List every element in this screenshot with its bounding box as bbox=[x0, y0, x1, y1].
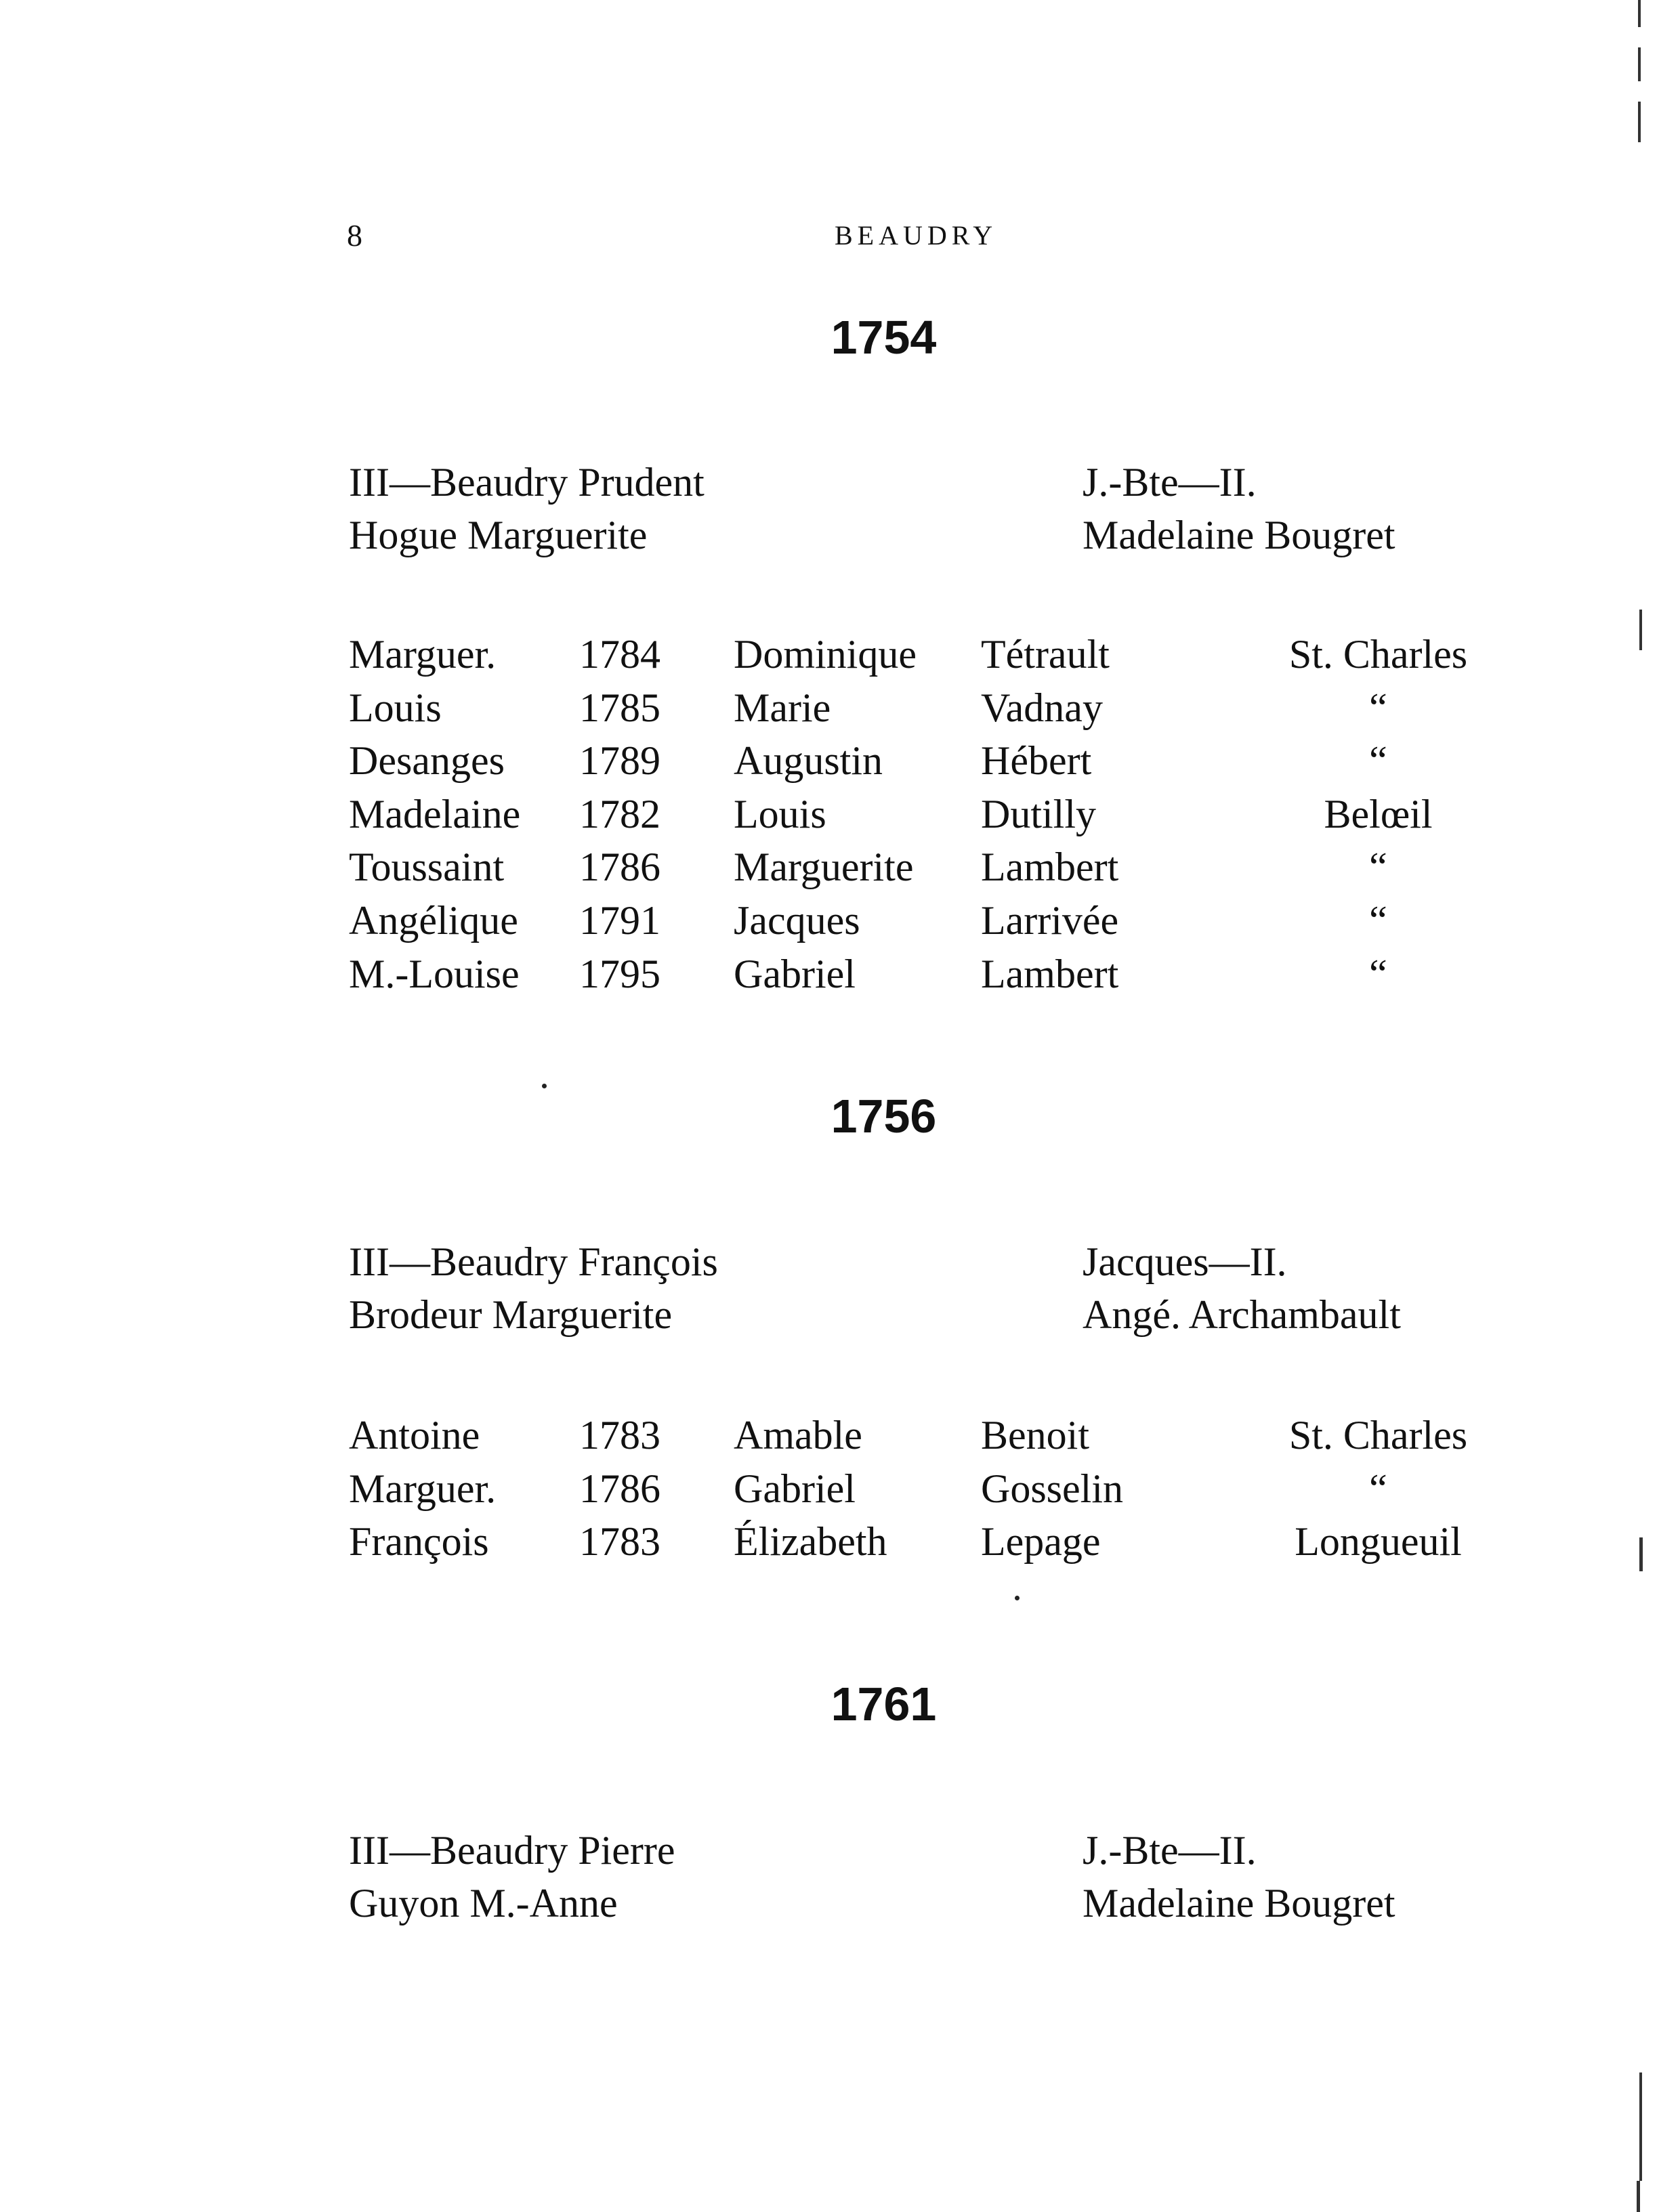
marriage-year: 1783 bbox=[579, 1413, 660, 1458]
marriage-year: 1789 bbox=[579, 738, 660, 784]
spouse-surname: Gosselin bbox=[981, 1466, 1123, 1511]
running-title: BEAUDRY bbox=[835, 220, 998, 251]
spouse-given-name: Marie bbox=[734, 685, 831, 730]
marriage-year: 1791 bbox=[579, 897, 660, 943]
children-table-1754 bbox=[0, 628, 1659, 1000]
child-name: Marguer. bbox=[349, 632, 497, 677]
year-heading-1754: 1754 bbox=[831, 311, 937, 364]
page-number: 8 bbox=[347, 218, 362, 253]
child-name: Marguer. bbox=[349, 1466, 497, 1511]
marriage-place: “ bbox=[1369, 738, 1387, 784]
spouse-surname: Benoit bbox=[981, 1413, 1089, 1458]
marriage-place: “ bbox=[1369, 845, 1387, 890]
marriage-year: 1783 bbox=[579, 1519, 660, 1565]
spouse-surname: Hébert bbox=[981, 738, 1092, 784]
marriage-place: St. Charles bbox=[1288, 1413, 1468, 1458]
child-row bbox=[0, 1409, 1659, 1462]
child-name: M.-Louise bbox=[349, 951, 520, 996]
spouse-given-name: Jacques bbox=[734, 897, 860, 943]
child-name: François bbox=[349, 1519, 489, 1565]
marriage-year: 1785 bbox=[579, 685, 660, 730]
year-heading-1761: 1761 bbox=[831, 1678, 937, 1730]
spouse-given-name: Gabriel bbox=[734, 951, 856, 996]
child-name: Toussaint bbox=[349, 845, 505, 890]
marriage-year: 1782 bbox=[579, 791, 660, 836]
spouse-given-name: Augustin bbox=[734, 738, 883, 784]
marriage-place: Longueuil bbox=[1295, 1519, 1462, 1565]
spouse-surname: Lambert bbox=[981, 845, 1119, 890]
spouse-surname: Larrivée bbox=[981, 897, 1119, 943]
child-name: Madelaine bbox=[349, 791, 521, 836]
spouse-given-name: Gabriel bbox=[734, 1466, 856, 1511]
child-name: Antoine bbox=[349, 1413, 480, 1458]
couple-block-1754 bbox=[0, 456, 1659, 561]
scan-edge-mark bbox=[1638, 0, 1641, 27]
husband-name: III—Beaudry François bbox=[349, 1239, 718, 1284]
child-row bbox=[0, 628, 1659, 681]
child-name: Desanges bbox=[349, 738, 505, 784]
marriage-place: “ bbox=[1369, 897, 1387, 943]
marriage-year: 1795 bbox=[579, 951, 660, 996]
scan-edge-mark bbox=[1639, 2072, 1642, 2181]
spouse-surname: Lepage bbox=[981, 1519, 1101, 1565]
husband-parents: Jacques—II. bbox=[1083, 1239, 1287, 1284]
child-row bbox=[0, 894, 1659, 948]
spouse-surname: Lambert bbox=[981, 951, 1119, 996]
husband-name: III—Beaudry Prudent bbox=[349, 460, 705, 505]
child-name: Louis bbox=[349, 685, 442, 730]
child-row bbox=[0, 788, 1659, 841]
spouse-given-name: Dominique bbox=[734, 632, 917, 677]
wife-name: Brodeur Marguerite bbox=[349, 1292, 673, 1337]
marriage-place: “ bbox=[1369, 1466, 1387, 1511]
wife-name: Guyon M.-Anne bbox=[349, 1881, 618, 1926]
child-row bbox=[0, 841, 1659, 894]
marriage-place: “ bbox=[1369, 951, 1387, 996]
child-name: Angélique bbox=[349, 897, 518, 943]
child-row bbox=[0, 1462, 1659, 1516]
marriage-year: 1786 bbox=[579, 1466, 660, 1511]
children-table-1756 bbox=[0, 1409, 1659, 1569]
marriage-year: 1786 bbox=[579, 845, 660, 890]
couple-block-1756 bbox=[0, 1235, 1659, 1341]
wife-parents: Angé. Archambault bbox=[1083, 1292, 1401, 1337]
running-head bbox=[0, 215, 1659, 256]
spouse-surname: Vadnay bbox=[981, 685, 1103, 730]
child-row bbox=[0, 681, 1659, 735]
child-row bbox=[0, 734, 1659, 788]
year-heading-1756: 1756 bbox=[831, 1090, 937, 1143]
husband-parents: J.-Bte—II. bbox=[1083, 460, 1257, 505]
spouse-given-name: Amable bbox=[734, 1413, 862, 1458]
marriage-place: St. Charles bbox=[1288, 632, 1468, 677]
scan-edge-mark bbox=[1639, 610, 1642, 650]
marriage-place: “ bbox=[1369, 685, 1387, 730]
wife-parents: Madelaine Bougret bbox=[1083, 513, 1395, 557]
wife-parents: Madelaine Bougret bbox=[1083, 1881, 1395, 1926]
scan-edge-mark bbox=[1639, 1537, 1643, 1571]
scan-edge-mark bbox=[1638, 102, 1641, 142]
marriage-place: Belœil bbox=[1324, 791, 1433, 836]
spouse-surname: Dutilly bbox=[981, 791, 1097, 836]
spouse-given-name: Élizabeth bbox=[734, 1519, 887, 1565]
wife-name: Hogue Marguerite bbox=[349, 513, 648, 557]
spouse-surname: Tétrault bbox=[981, 632, 1110, 677]
scan-speck bbox=[542, 1084, 547, 1088]
scan-edge-mark bbox=[1638, 47, 1641, 81]
spouse-given-name: Louis bbox=[734, 791, 826, 836]
couple-block-1761 bbox=[0, 1824, 1659, 1930]
marriage-year: 1784 bbox=[579, 632, 660, 677]
scan-edge-mark bbox=[1637, 2181, 1640, 2212]
spouse-given-name: Marguerite bbox=[734, 845, 914, 890]
child-row bbox=[0, 948, 1659, 1001]
husband-parents: J.-Bte—II. bbox=[1083, 1828, 1257, 1873]
scan-speck bbox=[1015, 1596, 1020, 1600]
husband-name: III—Beaudry Pierre bbox=[349, 1828, 675, 1873]
child-row bbox=[0, 1515, 1659, 1569]
